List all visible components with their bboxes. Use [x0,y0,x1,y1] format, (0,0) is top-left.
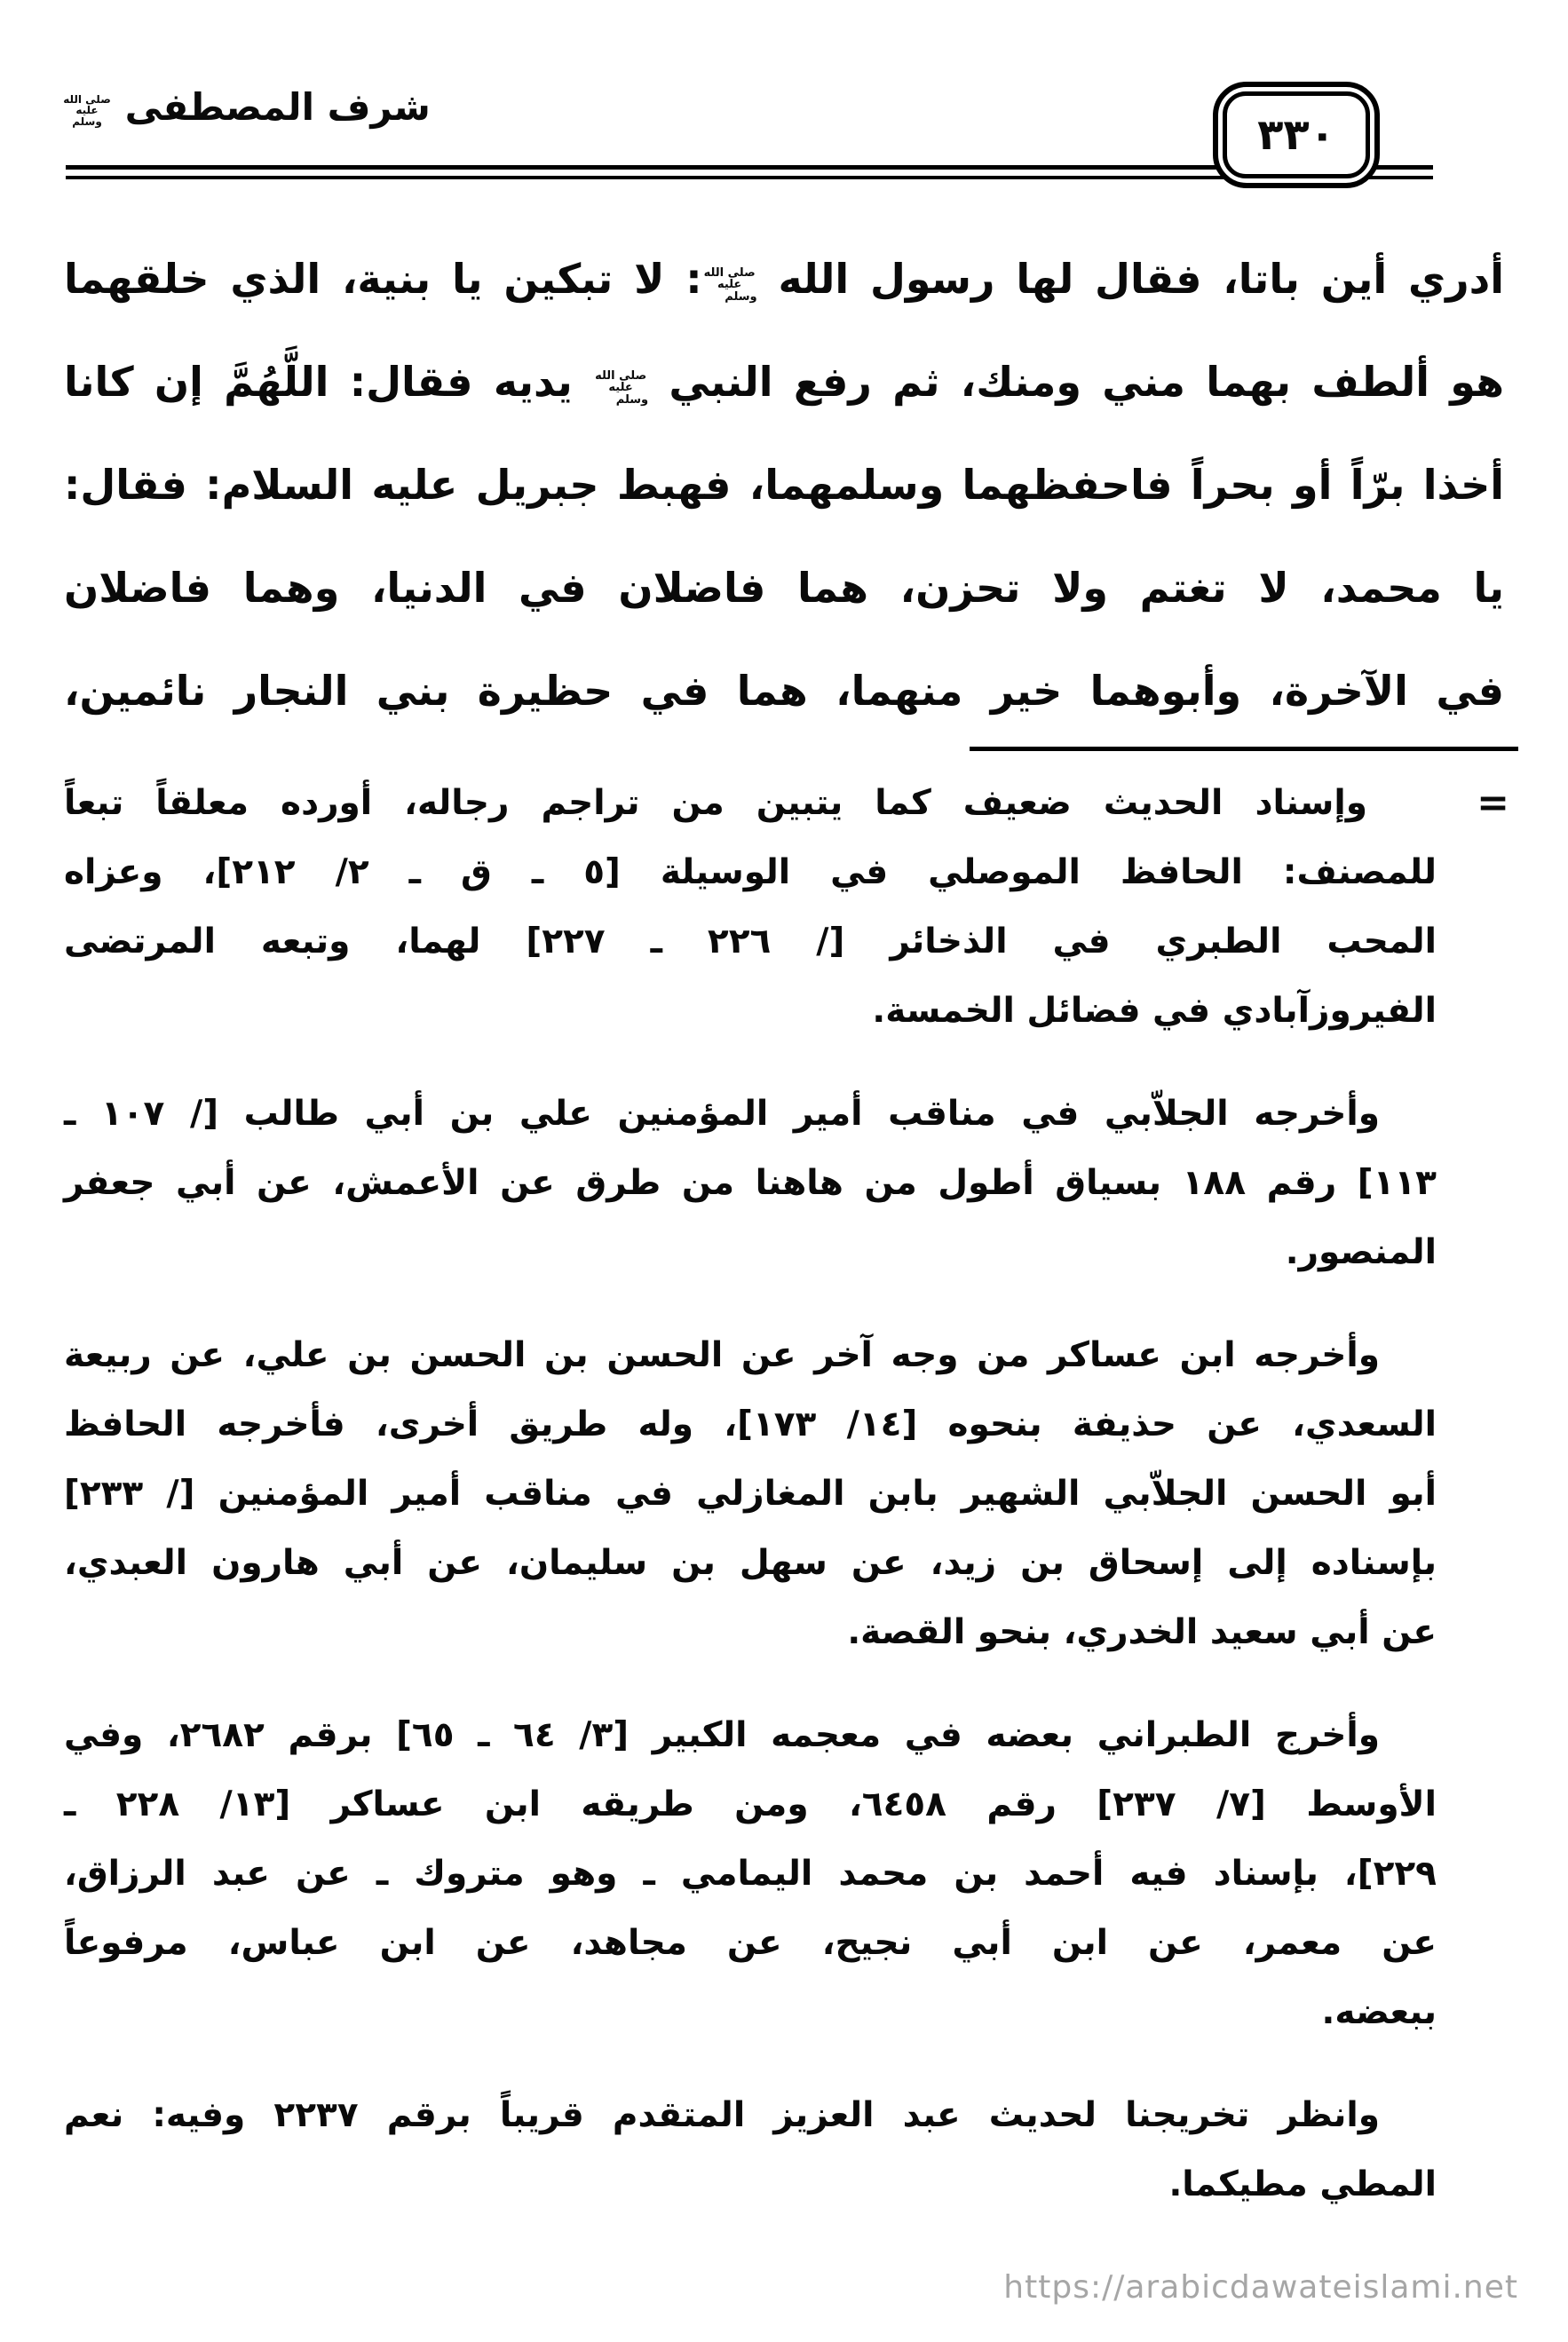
pbuh-symbol-icon: صلى الله عليه وسلم [703,265,757,304]
pbuh-symbol-icon: صلى الله عليه وسلم [63,92,111,128]
pbuh-symbol-icon: صلى الله عليه وسلم [595,368,649,407]
footnote-line: عن معمر، عن ابن أبي نجيح، عن مجاهد، عن ابن عباس، مرفوعاً [64,1923,1437,1963]
body-line: أخذا برّاً أو بحراً فاحفظهما وسلمهما، فهبط جبريل عليه السلام: فقال: [64,461,1504,509]
body-line: يا محمد، لا تغتم ولا تحزن، هما فاضلان في الدنيا، وهما فاضلان [64,564,1504,612]
body-line: أدري أين باتا، فقال لها رسول الله صلى الله عليه وسلم: لا تبكين يا بنية، الذي خلقهما [64,255,1504,304]
footnote-line: ٢٢٩]، بإسناد فيه أحمد بن محمد اليمامي ـ وهو متروك ـ عن عبد الرزاق، [64,1854,1437,1894]
footnote-continuation-mark: = [1477,780,1509,826]
footnote-line: وأخرج الطبراني بعضه في معجمه الكبير [٣/ ٦٤ ـ ٦٥] برقم ٢٦٨٢، وفي [64,1715,1380,1755]
footnote-line: عن أبي سعيد الخدري، بنحو القصة. [847,1612,1437,1652]
book-title-text: شرف المصطفى [124,85,431,129]
footnote-block [64,769,1509,2219]
footnote-line: = وإسناد الحديث ضعيف كما يتبين من تراجم رجاله، أورده معلقاً تبعاً [64,769,1437,838]
footnote-separator [970,747,1518,751]
footnote-line: وأخرجه ابن عساكر من وجه آخر عن الحسن بن الحسن بن علي، عن ربيعة [64,1335,1380,1375]
footnote-line: ببعضه. [1321,1992,1437,2032]
body-line: في الآخرة، وأبوهما خير منهما، هما في حظيرة بني النجار نائمين، [64,667,1504,715]
footnote-line: وأخرجه الجلاّبي في مناقب أمير المؤمنين علي بن أبي طالب [/ ١٠٧ ـ [64,1094,1380,1134]
footnote-line: للمصنف: الحافظ الموصلي في الوسيلة [٥ ـ ق ـ ٢/ ٢١٢]، وعزاه [64,852,1437,892]
main-text-block [64,227,1504,742]
footnote-line: المنصور. [1285,1232,1437,1272]
page-number: ٣٣٠ [1223,91,1370,178]
footnote-line: المحب الطبري في الذخائر [/ ٢٢٦ ـ ٢٢٧] لهما، وتبعه المرتضى [64,922,1437,961]
footnote-line: بإسناده إلى إسحاق بن زيد، عن سهل بن سليمان، عن أبي هارون العبدي، [64,1543,1437,1583]
footnote-line: الفيروزآبادي في فضائل الخمسة. [872,991,1437,1031]
footnote-line: السعدي، عن حذيفة بنحوه [١٤/ ١٧٣]، وله طريق أخرى، فأخرجه الحافظ [64,1404,1437,1444]
footnote-line: وانظر تخريجنا لحديث عبد العزيز المتقدم قريباً برقم ٢٢٣٧ وفيه: نعم [64,2095,1381,2135]
footnote-line: المطي مطيكما. [1168,2164,1437,2204]
header-book-title [62,85,431,130]
watermark-url: https://arabicdawateislami.net [1003,2269,1518,2306]
body-line: هو ألطف بهما مني ومنك، ثم رفع النبي صلى الله عليه وسلم يديه فقال: اللَّهُمَّ إن كانا [64,358,1504,407]
footnote-line: الأوسط [٧/ ٢٣٧] رقم ٦٤٥٨، ومن طريقه ابن عساكر [١٣/ ٢٢٨ ـ [64,1784,1437,1824]
footnote-line: ١١٣] رقم ١٨٨ بسياق أطول من هاهنا من طرق عن الأعمش، عن أبي جعفر [64,1163,1437,1203]
page-number-badge [1213,82,1380,188]
footnote-line: أبو الحسن الجلاّبي الشهير بابن المغازلي في مناقب أمير المؤمنين [/ ٢٣٣] [64,1474,1437,1514]
